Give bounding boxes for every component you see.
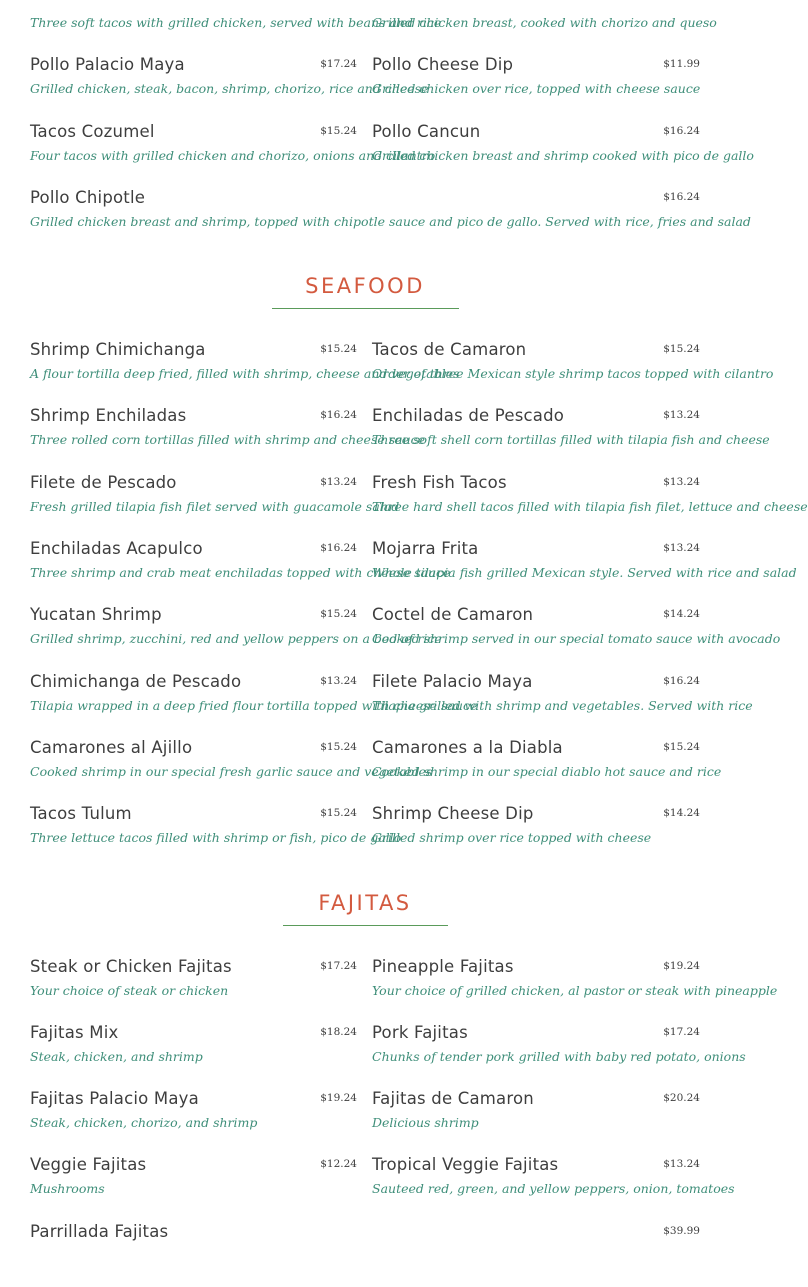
item-name: Coctel de Camaron <box>372 605 534 625</box>
menu-item <box>30 472 400 538</box>
item-name: Fajitas de Camaron <box>372 1089 534 1109</box>
menu-item <box>372 1088 700 1154</box>
item-name: Shrimp Cheese Dip <box>372 804 534 824</box>
item-name: Enchiladas de Pescado <box>372 406 565 426</box>
item-price: $14.24 <box>663 608 700 621</box>
item-price: $17.24 <box>320 58 357 71</box>
item-description: Sauteed red, green, and yellow peppers, onion, tomatoes <box>372 1181 735 1197</box>
item-description: Cooked shrimp in our special diablo hot sauce and rice <box>372 763 722 779</box>
item-description: Three soft tacos with grilled chicken, served with beans and rice <box>30 15 442 30</box>
item-name: Mojarra Frita <box>372 539 479 559</box>
menu-item <box>372 604 781 670</box>
item-price: $15.24 <box>320 608 357 621</box>
menu-item <box>30 956 357 1022</box>
item-name: Filete Palacio Maya <box>372 671 533 691</box>
item-name: Enchiladas Acapulco <box>30 539 203 559</box>
item-description: Three hard shell tacos filled with tilapia fish filet, lettuce and cheese <box>372 498 808 514</box>
item-name: Tacos Cozumel <box>30 121 155 141</box>
item-price: $20.24 <box>663 1092 700 1105</box>
menu-item <box>372 339 774 405</box>
item-description: Grilled chicken over rice, topped with cheese sauce <box>372 81 701 97</box>
item-price: $19.24 <box>663 959 700 972</box>
item-price: $18.24 <box>320 1025 357 1038</box>
menu-item <box>30 1088 357 1154</box>
item-name: Pollo Cheese Dip <box>372 55 514 75</box>
item-name: Parrillada Fajitas <box>30 1221 169 1241</box>
item-name: Shrimp Enchiladas <box>30 406 187 426</box>
item-name: Camarones al Ajillo <box>30 737 193 757</box>
menu-item <box>372 0 717 54</box>
item-description: Tilapia grilled with shrimp and vegetables. Served with rice <box>372 697 753 713</box>
menu-item <box>30 803 402 869</box>
item-price: $14.24 <box>663 807 700 820</box>
item-name: Fajitas Mix <box>30 1022 119 1042</box>
item-name: Steak or Chicken Fajitas <box>30 956 232 976</box>
item-price: $13.24 <box>663 409 700 422</box>
item-description: Cooked shrimp in our special fresh garlic sauce and vegetables <box>30 763 433 779</box>
item-description: Grilled shrimp, zucchini, red and yellow peppers on a bed of rice <box>30 631 442 647</box>
menu-item <box>30 737 433 803</box>
item-name: Yucatan Shrimp <box>30 605 162 625</box>
item-name: Pollo Chipotle <box>30 187 146 207</box>
menu-item <box>372 538 797 604</box>
item-price: $13.24 <box>663 1158 700 1171</box>
item-name: Shrimp Chimichanga <box>30 340 206 360</box>
item-description: Three rolled corn tortillas filled with shrimp and cheese sauce <box>30 432 426 448</box>
item-description: Order of three Mexican style shrimp tacos topped with cilantro <box>372 366 774 382</box>
item-price: $16.24 <box>320 542 357 555</box>
menu-item <box>30 1022 357 1088</box>
menu-item <box>30 1154 357 1220</box>
menu-item <box>30 1221 700 1287</box>
menu-item <box>372 405 770 471</box>
item-description: Tilapia wrapped in a deep fried flour tortilla topped with cheese sauce <box>30 697 478 713</box>
item-name: Fresh Fish Tacos <box>372 472 507 492</box>
item-price: $15.24 <box>663 740 700 753</box>
menu-item <box>372 803 700 869</box>
seafood-section-header <box>0 253 730 339</box>
menu-item <box>372 671 753 737</box>
item-price: $15.24 <box>663 343 700 356</box>
item-description: Grilled chicken breast and shrimp cooked with pico de gallo <box>372 147 754 163</box>
section-title: SEAFOOD <box>305 274 425 299</box>
item-description: Grilled shrimp over rice topped with cheese <box>372 830 652 846</box>
fajitas-section-header <box>0 870 730 956</box>
item-description: A flour tortilla deep fried, filled with shrimp, cheese and vegetables <box>30 366 460 382</box>
item-description: Three shrimp and crab meat enchiladas topped with cheese sauce <box>30 565 451 581</box>
menu-item <box>372 54 700 120</box>
menu-item <box>30 187 751 253</box>
item-name: Pollo Palacio Maya <box>30 55 185 75</box>
section-divider <box>272 308 459 309</box>
menu-item <box>30 54 429 120</box>
seafood-items <box>30 339 808 869</box>
item-price: $16.24 <box>663 674 700 687</box>
item-name: Filete de Pescado <box>30 472 177 492</box>
item-description: Three soft shell corn tortillas filled with tilapia fish and cheese <box>372 432 770 448</box>
item-price: $17.24 <box>663 1025 700 1038</box>
menu-item <box>372 956 778 1022</box>
section-title: FAJITAS <box>318 890 412 915</box>
item-price: $15.24 <box>320 124 357 137</box>
item-price: $15.24 <box>320 343 357 356</box>
item-description: Grilled chicken breast, cooked with chorizo and queso <box>372 15 717 30</box>
item-description: Your choice of grilled chicken, al pastor or steak with pineapple <box>372 982 778 998</box>
menu-item <box>372 737 722 803</box>
item-price: $13.24 <box>320 475 357 488</box>
fajitas-items <box>30 956 778 1287</box>
item-price: $13.24 <box>663 475 700 488</box>
menu-item <box>30 405 426 471</box>
item-name: Tacos de Camaron <box>372 340 527 360</box>
item-price: $15.24 <box>320 740 357 753</box>
item-price: $19.24 <box>320 1092 357 1105</box>
item-description: Four tacos with grilled chicken and chorizo, onions and cilantro <box>30 147 436 163</box>
item-name: Pineapple Fajitas <box>372 956 514 976</box>
item-price: $16.24 <box>663 124 700 137</box>
item-description: Grilled chicken, steak, bacon, shrimp, chorizo, rice and cheese <box>30 81 429 97</box>
item-description: Delicious shrimp <box>372 1115 479 1131</box>
item-price: $15.24 <box>320 807 357 820</box>
item-price: $17.24 <box>320 959 357 972</box>
section-divider <box>283 925 448 926</box>
item-price: $16.24 <box>663 190 700 203</box>
menu-item <box>372 1154 735 1220</box>
item-price: $39.99 <box>663 1224 700 1237</box>
item-name: Veggie Fajitas <box>30 1155 147 1175</box>
item-name: Pork Fajitas <box>372 1022 468 1042</box>
item-description: Chunks of tender pork grilled with baby red potato, onions <box>372 1048 746 1064</box>
item-description: Whole tilapia fish grilled Mexican style. Served with rice and salad <box>372 565 797 581</box>
item-description: Your choice of steak or chicken <box>30 982 229 998</box>
item-price: $13.24 <box>663 542 700 555</box>
item-price: $12.24 <box>320 1158 357 1171</box>
chicken-items <box>30 0 754 253</box>
item-price: $16.24 <box>320 409 357 422</box>
item-description: Cooked shrimp served in our special tomato sauce with avocado <box>372 631 781 647</box>
menu-item <box>30 0 442 54</box>
menu-item <box>372 1022 746 1088</box>
item-description: Steak, chicken, chorizo, and shrimp <box>30 1115 258 1131</box>
item-description: Mushrooms <box>30 1181 105 1197</box>
menu-item <box>372 121 754 187</box>
item-name: Tropical Veggie Fajitas <box>372 1155 559 1175</box>
item-name: Camarones a la Diabla <box>372 737 563 757</box>
item-price: $13.24 <box>320 674 357 687</box>
menu-item <box>372 472 808 538</box>
item-name: Tacos Tulum <box>30 804 132 824</box>
menu-item <box>30 604 442 670</box>
item-name: Fajitas Palacio Maya <box>30 1089 199 1109</box>
item-price: $11.99 <box>663 58 700 71</box>
item-description: Steak, chicken, and shrimp <box>30 1048 203 1064</box>
item-description: Fresh grilled tilapia fish filet served with guacamole salad <box>30 498 400 514</box>
item-description: Three lettuce tacos filled with shrimp or fish, pico de gallo <box>30 830 402 846</box>
item-name: Pollo Cancun <box>372 121 481 141</box>
item-description: Grilled chicken breast and shrimp, topped with chipotle sauce and pico de gallo. Served with rice, fries and salad <box>30 213 751 229</box>
item-name: Chimichanga de Pescado <box>30 671 242 691</box>
